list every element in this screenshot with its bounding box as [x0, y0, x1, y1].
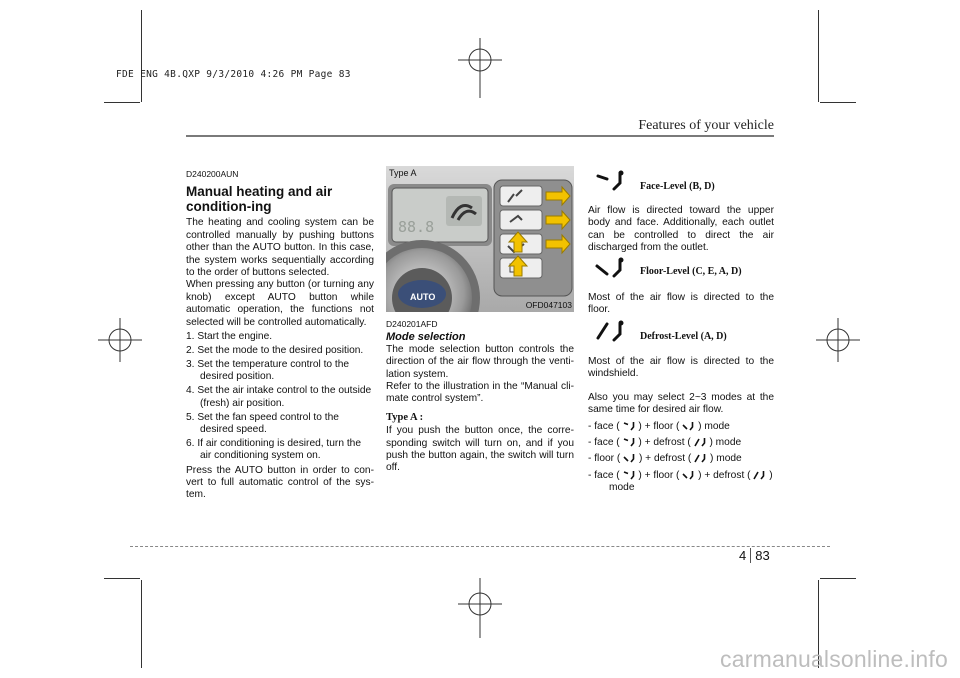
registration-mark-bottom [458, 578, 502, 638]
floor-level-icon [594, 256, 630, 278]
floor-icon [623, 452, 636, 463]
mode-paragraph-1: The mode selection button controls the direction of the air flow through the venti-lation system. [386, 343, 574, 380]
mode-paragraph-2: Refer to the illustration in the “Manual cli-mate control system”. [386, 381, 574, 405]
floor-level-text [588, 292, 774, 317]
footer-rule [130, 546, 830, 547]
defrost-level-paragraph: Most of the air flow is directed to the windshield. [588, 356, 774, 380]
crop-mark [141, 10, 142, 102]
page-number [739, 548, 770, 563]
list-item [588, 469, 774, 495]
list-item: 6. If air conditioning is desired, turn the air conditioning system on. [186, 437, 361, 462]
middle-column [386, 318, 574, 475]
combo-text: ) + floor ( [638, 469, 680, 481]
figure-code: OFD047103 [525, 300, 572, 310]
registration-mark-left [98, 318, 142, 362]
watermark: carmanualsonline.info [720, 646, 948, 672]
climate-panel-illustration [386, 166, 574, 312]
crop-mark [141, 580, 142, 668]
registration-mark-right [816, 318, 860, 362]
section-number: 4 [739, 548, 747, 563]
face-level-icon [594, 170, 630, 192]
subsection-title: Mode selection [386, 331, 466, 344]
defrost-icon [694, 436, 707, 447]
combo-text: - floor ( [588, 453, 621, 465]
combo-text: ) [769, 469, 773, 481]
list-item [588, 436, 774, 449]
print-slug: FDE ENG 4B.QXP 9/3/2010 4:26 PM Page 83 [116, 69, 351, 80]
list-item: 4. Set the air intake control to the outside (fresh) air position. [186, 385, 372, 409]
defrost-icon [753, 469, 766, 480]
steps-list [186, 331, 374, 463]
list-item [588, 452, 774, 465]
climate-control-figure [386, 166, 574, 312]
face-level-heading: Face-Level (B, D) [640, 181, 715, 192]
crop-mark [104, 102, 140, 103]
page-number-value: 83 [755, 548, 770, 563]
combo-text: - face ( [588, 469, 620, 481]
svg-text:88.8: 88.8 [398, 218, 435, 236]
combo-text: ) mode [710, 453, 742, 465]
type-heading: Type A : [386, 411, 424, 423]
defrost-level-icon [594, 318, 630, 342]
crop-mark [820, 102, 856, 103]
face-level-paragraph: Air flow is directed toward the upper body and face. Additionally, each outlet can be controlled to direct the air discharged from the outlet. [588, 205, 774, 254]
outro-paragraph: Press the AUTO button in order to con-vert to full automatic control of the sys-tem. [186, 464, 374, 501]
combo-text: ) mode [709, 437, 742, 449]
mode-paragraph-3: If you push the button once, the corre-sponding switch will turn on, and if you push the button again, the switch will turn off. [386, 425, 574, 474]
crop-mark [820, 578, 856, 579]
mode-combo-list [588, 420, 774, 495]
section-code: D240201AFD [386, 319, 438, 329]
combo-intro-paragraph: Also you may select 2~3 modes at the same time for desired air flow. [588, 391, 774, 416]
header-rule [186, 135, 774, 137]
auto-button-label: AUTO [410, 292, 436, 302]
defrost-and-combo-text [588, 356, 774, 498]
combo-text: ) + defrost ( [698, 469, 751, 481]
list-item: 5. Set the fan speed control to the desired speed. [186, 411, 339, 435]
combo-text: mode [609, 482, 635, 494]
floor-icon [682, 420, 695, 431]
section-code: D240200AUN [186, 169, 239, 179]
crop-mark [104, 578, 140, 579]
face-level-text [588, 205, 774, 255]
list-item: 2. Set the mode to the desired position. [186, 344, 364, 356]
crop-mark [818, 10, 819, 102]
intro-paragraph: The heating and cooling system can be controlled manually by pushing buttons other than the AUTO button. In this case, the system works sequentially according to the order of buttons selected. [186, 217, 374, 279]
face-icon [623, 420, 636, 431]
defrost-icon [694, 452, 707, 463]
combo-text: ) + floor ( [638, 420, 680, 432]
floor-icon [682, 469, 695, 480]
floor-level-paragraph: Most of the air flow is directed to the floor. [588, 292, 774, 316]
page-separator [750, 548, 751, 563]
list-item: 3. Set the temperature control to the desired position. [186, 358, 350, 383]
floor-level-heading: Floor-Level (C, E, A, D) [640, 266, 742, 277]
defrost-level-heading: Defrost-Level (A, D) [640, 331, 727, 342]
page-header: Features of your vehicle [638, 118, 774, 133]
combo-text: ) + defrost ( [638, 437, 691, 449]
section-title: Manual heating and air condition-ing [186, 184, 333, 214]
face-icon [623, 436, 636, 447]
list-item: 1. Start the engine. [186, 331, 273, 343]
combo-text: - face ( [588, 420, 620, 432]
list-item [588, 420, 774, 433]
left-column [186, 168, 374, 502]
combo-text: ) mode [698, 420, 730, 432]
combo-text: ) + defrost ( [638, 453, 692, 465]
figure-type-label: Type A [389, 168, 417, 178]
intro-paragraph-2: When pressing any button (or turning any knob) except AUTO button while automatic operation, the functions not selected will be controlled automatically. [186, 279, 374, 328]
combo-text: - face ( [588, 437, 620, 449]
face-icon [623, 469, 636, 480]
registration-mark-top [458, 38, 502, 98]
